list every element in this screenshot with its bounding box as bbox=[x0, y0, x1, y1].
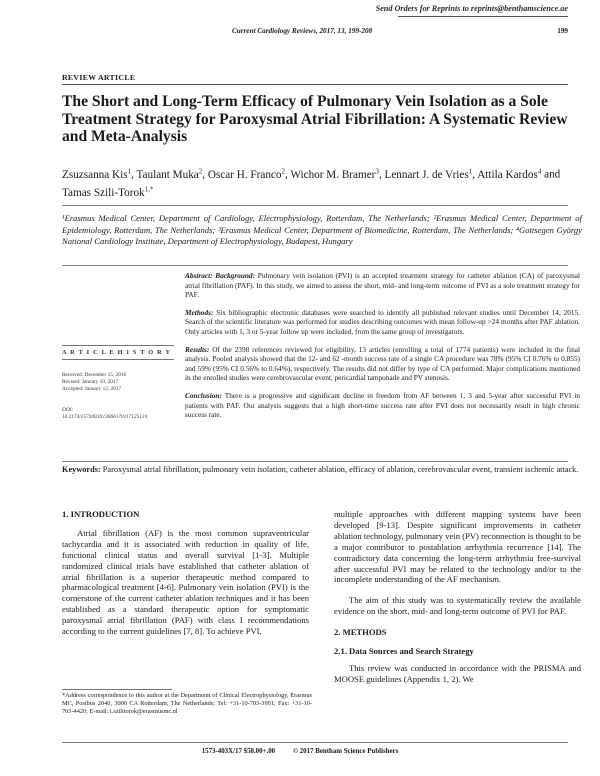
author-affiliation-number: 2 bbox=[281, 167, 285, 175]
introduction-continued: multiple approaches with different mapping systems have been developed [9-13]. Despite significant improvements in catheter ablation technology, pulmonary vein (PV) reconnection is thought to be a major contributor to postablation arrhythmia recurrence [14]. The contradictory data concerning the long-term arrhythmia free-survival after successful PVI may be related to the technology and/or to the incomplete understanding of the AF mechanism. bbox=[334, 509, 581, 585]
article-title: The Short and Long-Term Efficacy of Pulmonary Vein Isolation as a Sole Treatment Strategy for Paroxysmal Atrial Fibrillation: A Systematic Review and Meta-Analysis bbox=[62, 93, 568, 145]
revised-date: Revised: January 10, 2017 bbox=[62, 379, 119, 385]
doi-link[interactable]: 10.2174/1573403X13666170117125124 bbox=[62, 414, 148, 420]
footnote-rule bbox=[62, 689, 172, 690]
results-text: Of the 2398 references reviewed for eligibility, 13 articles (enrolling a total of 1774 patients) were included in the final analysis. Pooled analysis showed that the 12- and 62 -month success rate of a single CA procedure was 78% (95% CI 0.76% to 0.855) and 59% (95% CI 0.56% to 0.64%), respectively. The results did not differ by type of CA performed. Major complications mentioned in the enrolled studies were cerebrovascular event, pericardial tamponade and PV stenosis. bbox=[185, 344, 580, 383]
article-type-label: REVIEW ARTICLE bbox=[62, 73, 136, 82]
abstract-background bbox=[185, 271, 580, 300]
author-affiliation-number: 3 bbox=[375, 167, 379, 175]
author-name bbox=[136, 169, 202, 181]
author-name-text: Tamas Szili-Torok bbox=[62, 187, 145, 200]
history-dates bbox=[62, 372, 174, 393]
author-affiliation-number: 2 bbox=[198, 167, 203, 175]
author-affiliation-number: 1,* bbox=[144, 185, 154, 194]
type-rule bbox=[62, 84, 568, 85]
page-footer bbox=[0, 748, 600, 755]
issn-price: 1573-403X/17 $58.00+.00 bbox=[201, 748, 276, 755]
body-column-left bbox=[62, 509, 309, 647]
author-name-text: Zsuzsanna Kis bbox=[62, 168, 128, 181]
correspondence-footnote: *Address correspondence to this author at the Department of Clinical Electrophysiology, Erasmus MC, Postbus 2040, 3000 CA Rotterdam, The Netherlands; Tel: +31-10-703-3991; Fax: +31-10-703-4420; E-mail: t.szilitorok@erasmusmc.nl bbox=[62, 692, 312, 716]
introduction-heading: 1. INTRODUCTION bbox=[62, 509, 140, 519]
author-name bbox=[290, 169, 378, 181]
abstract-methods bbox=[185, 308, 580, 337]
reprints-notice: Send Orders for Reprints to reprints@benthamscience.ae bbox=[375, 4, 568, 13]
methods-heading: 2. METHODS bbox=[334, 627, 387, 638]
author-name bbox=[384, 169, 472, 181]
abstract-results bbox=[185, 345, 580, 383]
background-label: Abstract: Background: bbox=[185, 271, 256, 280]
author-name-text: Lennart J. de Vries bbox=[384, 168, 469, 181]
introduction-paragraph: Atrial fibrillation (AF) is the most common supraventricular tachycardia and it is associated with reduction in quality of life, functional clinical status and overall survival [1-3]. Multiple randomized clinical trials have established that catheter ablation of atrial fibrillation is a superior therapeutic method compared to pharmacological treatment [4-6]. Pulmonary vein isolation (PVI) is the cornerstone of the current catheter ablation techniques and it has been established as a standard therapeutic option for symptomatic paroxysmal atrial fibrillation (PAF) with class I recommendations according to the current guidelines [7, 8]. To achieve PVI, bbox=[62, 527, 309, 637]
copyright-notice: © 2017 Bentham Science Publishers bbox=[292, 748, 399, 755]
article-history-heading: A R T I C L E H I S T O R Y bbox=[62, 345, 174, 360]
abstract-conclusion bbox=[185, 391, 580, 420]
affiliation-rule-top bbox=[62, 205, 568, 206]
author-affiliation-number: 1 bbox=[468, 167, 473, 175]
keywords-label: Keywords: bbox=[62, 465, 101, 474]
journal-reference: Current Cardiology Reviews, 2017, 13, 199-208 bbox=[232, 27, 373, 35]
article-history-sidebar bbox=[62, 272, 174, 421]
author-name-text: Oscar H. Franco bbox=[207, 168, 282, 181]
author-affiliation-number: 1 bbox=[127, 167, 132, 175]
author-name-text: Wichor M. Bramer bbox=[290, 168, 376, 181]
methods-label: Methods: bbox=[185, 307, 214, 317]
aim-paragraph: The aim of this study was to systematically review the available evidence on the short, mid- and long-term outcome of PVI for PAF. bbox=[334, 595, 581, 617]
keywords-text: Paroxysmal atrial fibrillation, pulmonary vein isolation, catheter ablation, efficacy of ablation, cerebrovascular event, transient ischemic attack. bbox=[100, 465, 579, 474]
author-affiliation-number: 4 bbox=[537, 167, 542, 175]
abstract bbox=[185, 271, 580, 428]
author-name-text: Taulant Muka bbox=[136, 168, 199, 181]
author-name bbox=[62, 187, 153, 199]
doi-block bbox=[62, 407, 174, 421]
data-sources-heading: 2.1. Data Sources and Search Strategy bbox=[334, 646, 474, 657]
header-rule bbox=[398, 16, 568, 17]
received-date: Received: December 15, 2016 bbox=[62, 372, 127, 378]
accepted-date: Accepted: January 12, 2017 bbox=[62, 386, 122, 392]
affiliation-rule-bottom bbox=[62, 265, 568, 266]
keywords-rule bbox=[62, 461, 568, 462]
body-column-right bbox=[334, 509, 581, 695]
author-name bbox=[62, 169, 131, 181]
doi-label: DOI: bbox=[62, 407, 74, 413]
author-name bbox=[477, 169, 541, 181]
author-list: Zsuzsanna Kis$^1$, Taulant Muka$^2$, Oscar H. Franco$^2$, Wichor M. Bramer$^3$, Lennart J. de Vries$^1$, Attila Kardos$^4$ and Tamas Szili-Torok$^{1,*}$ bbox=[62, 167, 561, 200]
conclusion-text: There is a progressive and significant decline in freedom from AF between 1, 3 and 5-year after successful PVI in patients with PAF. Our analysis suggests that a high short-time success rate after PVI does not necessarily result in high chronic success rate. bbox=[185, 390, 580, 420]
page-number: 199 bbox=[557, 27, 568, 35]
author-name-text: Attila Kardos bbox=[477, 168, 538, 181]
footer-rule bbox=[62, 742, 568, 743]
methods-paragraph: This review was conducted in accordance with the PRISMA and MOOSE guidelines (Appendix 1, 2). We bbox=[334, 662, 581, 684]
methods-text: Six bibliographic electronic databases were searched to identify all published relevant studies until December 14, 2015. Search of the scientific literature was performed for studies describing outcomes with mean follow-up >24 months after PAF ablation. Only articles with 1, 3 or 5-year follow up were included, from the same group of investigators. bbox=[185, 307, 580, 336]
author-name bbox=[208, 169, 285, 181]
affiliations: ¹Erasmus Medical Center, Department of Cardiology, Electrophysiology, Rotterdam, The Netherlands; ²Erasmus Medical Center, Department of Epidemiology, Rotterdam, The Netherlands; ³Erasmus Medical Center, Department of Biomedicine, Rotterdam, The Netherlands; ⁴Gottsegen György National Cardiology Institute, Department of Electrophysiology, Budapest, Hungary bbox=[62, 213, 582, 246]
background-text: Pulmonary vein isolation (PVI) is an accepted treatment strategy for catheter ablation (CA) of paroxysmal atrial fibrillation (PAF). In this study, we aimed to assess the short, mid- and long-term outcome of PVI as a sole treatment strategy for PAF. bbox=[185, 271, 581, 300]
conclusion-label: Conclusion: bbox=[185, 390, 222, 400]
keywords bbox=[62, 465, 582, 476]
results-label: Results: bbox=[185, 344, 210, 354]
